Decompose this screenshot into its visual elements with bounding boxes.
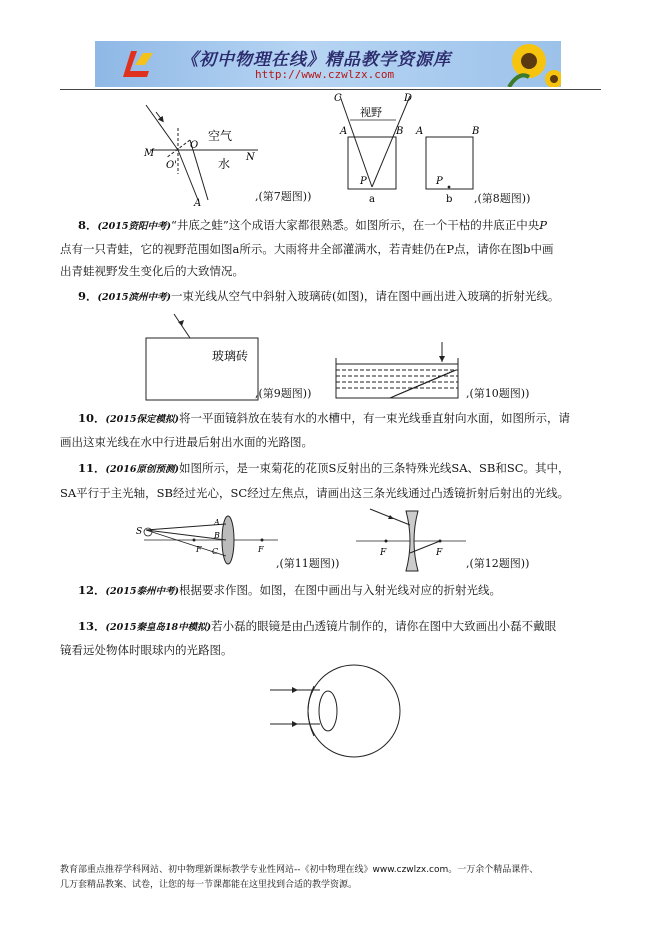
question-source: (2015滨州中考): [97, 292, 171, 303]
question-12: 12．(2015泰州中考)根据要求作图。如图，在图中画出与入射光线对应的折射光线。: [78, 583, 501, 597]
label-D: D: [404, 93, 413, 104]
label-C: C: [334, 93, 342, 104]
question-13-line1: 13．(2015秦皇岛18中模拟)若小磊的眼镜是由凸透镜片制作的，请你在图中大致画出小磊不戴眼: [78, 619, 557, 633]
label-B: B: [396, 126, 404, 137]
label-view: 视野: [360, 106, 382, 119]
question-number: 11．: [78, 461, 106, 475]
footer-line2: 几万套精品教案、试卷，让您的每一节课都能在这里找到合适的教学资源。: [60, 880, 358, 890]
fig8-caption: ,(第8题图)): [474, 192, 531, 205]
question-11-line1: 11．(2016原创预测)如图所示，是一束菊花的花顶S反射出的三条特殊光线SA、SB和SC。其中，: [78, 461, 570, 475]
question-13-line2: 镜看远处物体时眼球内的光路图。: [60, 643, 233, 657]
question-source: (2016原创预测): [105, 464, 179, 475]
label-water: 水: [218, 157, 231, 171]
question-number: 8．: [78, 218, 98, 232]
label-A: A: [194, 198, 202, 209]
label-b: b: [446, 194, 453, 204]
label-F-left: F: [380, 548, 387, 558]
figure-7: [140, 100, 265, 210]
label-F-right: F: [436, 548, 443, 558]
question-number: 10．: [78, 411, 106, 425]
label-air: 空气: [208, 129, 233, 143]
label-glass: 玻璃砖: [212, 349, 249, 363]
label-N: N: [246, 152, 255, 163]
figure-13-eye: [262, 664, 412, 759]
label-C: C: [212, 547, 219, 556]
figure-8b: [410, 120, 480, 204]
label-B: B: [472, 126, 480, 137]
label-a: a: [369, 194, 375, 204]
question-source: (2015资阳中考): [97, 221, 171, 232]
question-number: 13．: [78, 619, 106, 633]
label-A: A: [340, 126, 348, 137]
banner-title: 《初中物理在线》精品教学资源库: [181, 50, 451, 70]
figure-9: [140, 312, 265, 402]
figure-10: [332, 340, 467, 402]
label-P: P: [360, 176, 367, 187]
figure-12: [352, 505, 470, 573]
label-F-left: F: [196, 545, 202, 554]
sunflower-icon: [499, 41, 561, 87]
label-M: M: [144, 148, 155, 159]
label-B: B: [214, 531, 220, 540]
question-9: 9．(2015滨州中考)一束光线从空气中斜射入玻璃砖(如图)，请在图中画出进入玻璃的折射光线。: [78, 289, 560, 303]
label-A: A: [416, 126, 424, 137]
question-number: 12．: [78, 583, 106, 597]
header-rule: [60, 89, 601, 90]
question-source: (2015保定模拟): [105, 414, 179, 425]
question-8-line3: 出青蛙视野发生变化后的大致情况。: [60, 264, 244, 278]
question-8-line2: 点有一只青蛙，它的视野范围如图a所示。大雨将井全部灌满水，若青蛙仍在P点，请你在图b中画: [60, 242, 554, 256]
fig12-caption: ,(第12题图)): [466, 557, 530, 570]
question-10-line1: 10．(2015保定模拟)将一平面镜斜放在装有水的水槽中，有一束光线垂直射向水面，如图所示，请: [78, 411, 570, 425]
footer-line1: 教育部重点推荐学科网站、初中物理新课标教学专业性网站--《初中物理在线》www.czwlzx.com。一万余个精品课件、: [60, 865, 539, 875]
label-F-right: F: [258, 545, 264, 554]
question-source: (2015秦皇岛18中模拟): [105, 622, 212, 633]
fig9-caption: ,(第9题图)): [255, 387, 312, 400]
label-O: O: [190, 140, 199, 151]
header-banner: [95, 41, 561, 87]
label-A: A: [214, 518, 220, 527]
question-source: (2015泰州中考): [105, 586, 179, 597]
logo-icon: [117, 45, 157, 83]
label-P: P: [436, 176, 443, 187]
figure-11: [130, 512, 280, 570]
banner-url[interactable]: http://www.czwlzx.com: [255, 68, 395, 81]
fig11-caption: ,(第11题图)): [276, 557, 340, 570]
question-8-line1: 8．(2015资阳中考)“井底之蛙”这个成语大家都很熟悉。如图所示，在一个干枯的井底正中央P: [78, 218, 547, 232]
label-O-prime: O': [166, 160, 177, 171]
question-11-line2: SA平行于主光轴，SB经过光心，SC经过左焦点，请画出这三条光线通过凸透镜折射后射出的光线。: [60, 486, 570, 500]
question-number: 9．: [78, 289, 98, 303]
fig10-caption: ,(第10题图)): [466, 387, 530, 400]
question-10-line2: 画出这束光线在水中行进最后射出水面的光路图。: [60, 435, 313, 449]
label-S: S: [136, 527, 143, 537]
fig7-caption: ,(第7题图)): [255, 190, 312, 203]
